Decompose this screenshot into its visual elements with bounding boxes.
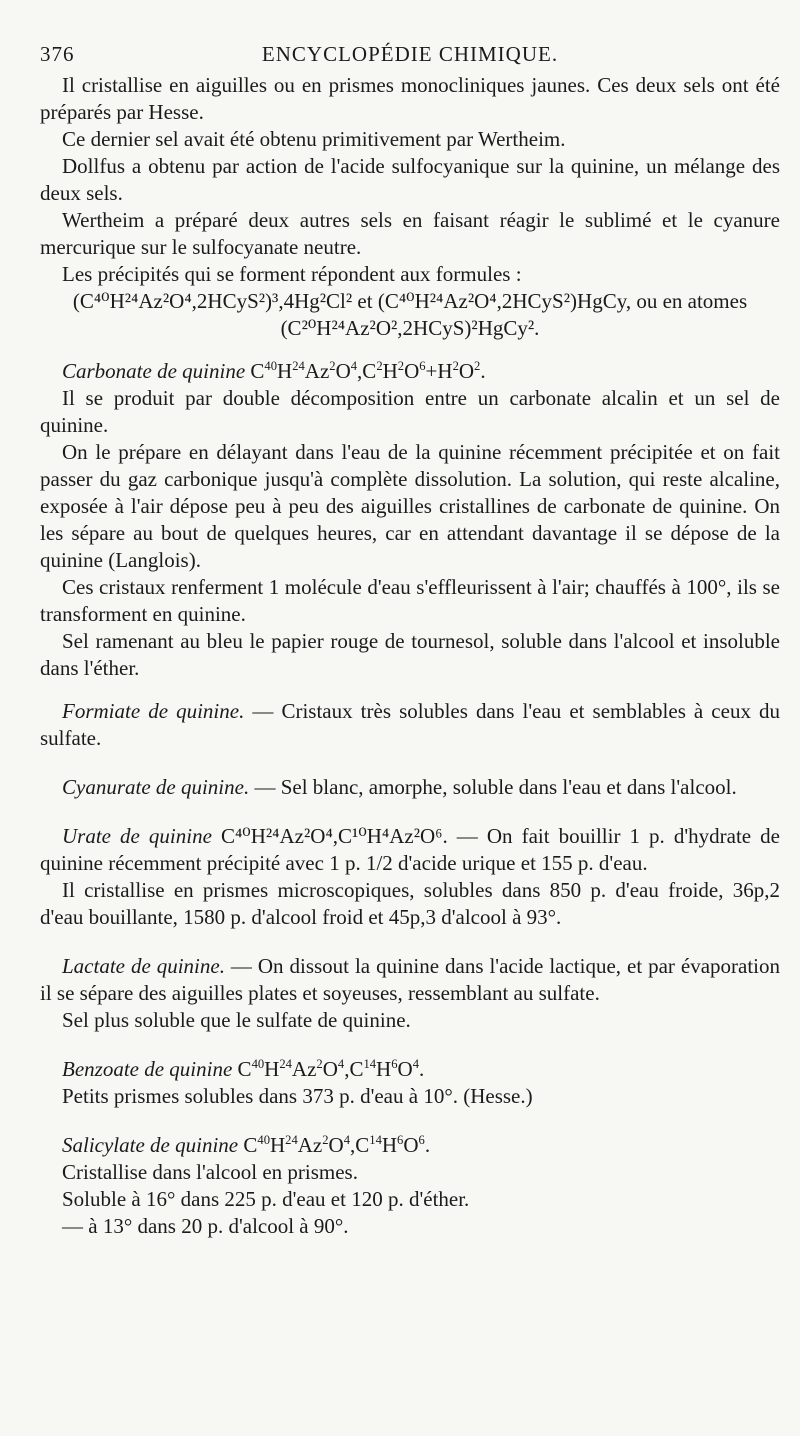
section-head: Benzoate de quinine [62, 1057, 233, 1081]
paragraph: Sel ramenant au bleu le papier rouge de tournesol, soluble dans l'alcool et insoluble dans l'éther. [40, 629, 780, 680]
section-head: Urate de quinine [62, 824, 212, 848]
paragraph-lactate: Lactate de quinine. — On dissout la quinine dans l'acide lactique, et par évaporation il se sépare des aiguilles plates et soyeuses, ressemblant au sulfate. [40, 954, 780, 1005]
section-head: Formiate de quinine. [62, 699, 245, 723]
paragraph-cyanurate: Cyanurate de quinine. — Sel blanc, amorphe, soluble dans l'eau et dans l'alcool. [62, 775, 737, 799]
section-head: Carbonate de quinine [62, 359, 246, 383]
formula: $C^{40}H^{24}Az^2O^4,C^{14}H^6O^6$. [243, 1133, 431, 1157]
running-title: ENCYCLOPÉDIE CHIMIQUE. [261, 42, 559, 66]
paragraph: Dollfus a obtenu par action de l'acide sulfocyanique sur la quinine, un mélange des deux sels. [40, 154, 780, 205]
paragraph: Il cristallise en prismes microscopiques, solubles dans 850 p. d'eau froide, 36p,2 d'eau bouillante, 1580 p. d'alcool froid et 45p,3 d'alcool à 93°. [40, 878, 780, 929]
paragraph: Ce dernier sel avait été obtenu primitivement par Wertheim. [62, 127, 566, 151]
section-benzoate [40, 1056, 780, 1083]
paragraph: Wertheim a préparé deux autres sels en faisant réagir le sublimé et le cyanure mercurique sur le sulfocyanate neutre. [40, 208, 780, 259]
paragraph: Ces cristaux renferment 1 molécule d'eau s'effleurissent à l'air; chauffés à 100°, ils se transforment en quinine. [40, 575, 780, 626]
section-head: Cyanurate de quinine. [62, 775, 250, 799]
paragraph: Cristallise dans l'alcool en prismes. [62, 1160, 358, 1184]
formula: $C^{40}H^{24}Az^2O^4,C^2H^2O^6+H^2O^2$. [250, 359, 486, 383]
section-salicylate [40, 1132, 780, 1159]
paragraph-formiate: Formiate de quinine. — Cristaux très solubles dans l'eau et semblables à ceux du sulfate. [40, 699, 781, 750]
formula-line: (C²⁰H²⁴Az²O²,2HCyS)²HgCy². [280, 316, 540, 340]
paragraph: Il se produit par double décomposition entre un carbonate alcalin et un sel de quinine. [40, 386, 780, 437]
paragraph: Sel plus soluble que le sulfate de quinine. [62, 1008, 411, 1032]
paragraph: On le prépare en délayant dans l'eau de la quinine récemment précipitée et on fait passer du gaz carbonique jusqu'à complète dissolution. La solution, qui reste alcaline, exposée à l'air dépose peu à peu des aiguilles cristallines de carbonate de quinine. On les sépare au bout de quelques heures, car en attendant davantage il se dépose de la quinine (Langlois). [40, 440, 780, 572]
paragraph: Il cristallise en aiguilles ou en prismes monocliniques jaunes. Ces deux sels ont été préparés par Hesse. [40, 73, 780, 124]
section-carbonate [40, 358, 780, 385]
paragraph: Petits prismes solubles dans 373 p. d'eau à 10°. (Hesse.) [62, 1084, 533, 1108]
formula: $C^{40}H^{24}Az^2O^4,C^{14}H^6O^4$. [237, 1057, 425, 1081]
paragraph: Soluble à 16° dans 225 p. d'eau et 120 p. d'éther. [62, 1187, 470, 1211]
section-head: Lactate de quinine. [62, 954, 225, 978]
section-head: Salicylate de quinine [62, 1133, 239, 1157]
formula-line: (C⁴⁰H²⁴Az²O⁴,2HCyS²)³,4Hg²Cl² et (C⁴⁰H²⁴Az²O⁴,2HCyS²)HgCy, ou en atomes [72, 289, 748, 313]
paragraph: — à 13° dans 20 p. d'alcool à 90°. [62, 1214, 349, 1238]
paragraph: Les précipités qui se forment répondent aux formules : [62, 262, 522, 286]
page-body [40, 72, 780, 1240]
page-number: 376 [40, 42, 75, 66]
paragraph-urate: Urate de quinine C⁴⁰H²⁴Az²O⁴,C¹⁰H⁴Az²O⁶. — On fait bouillir 1 p. d'hydrate de quinine récemment précipité avec 1 p. 1/2 d'acide urique et 155 p. d'eau. [40, 824, 780, 875]
